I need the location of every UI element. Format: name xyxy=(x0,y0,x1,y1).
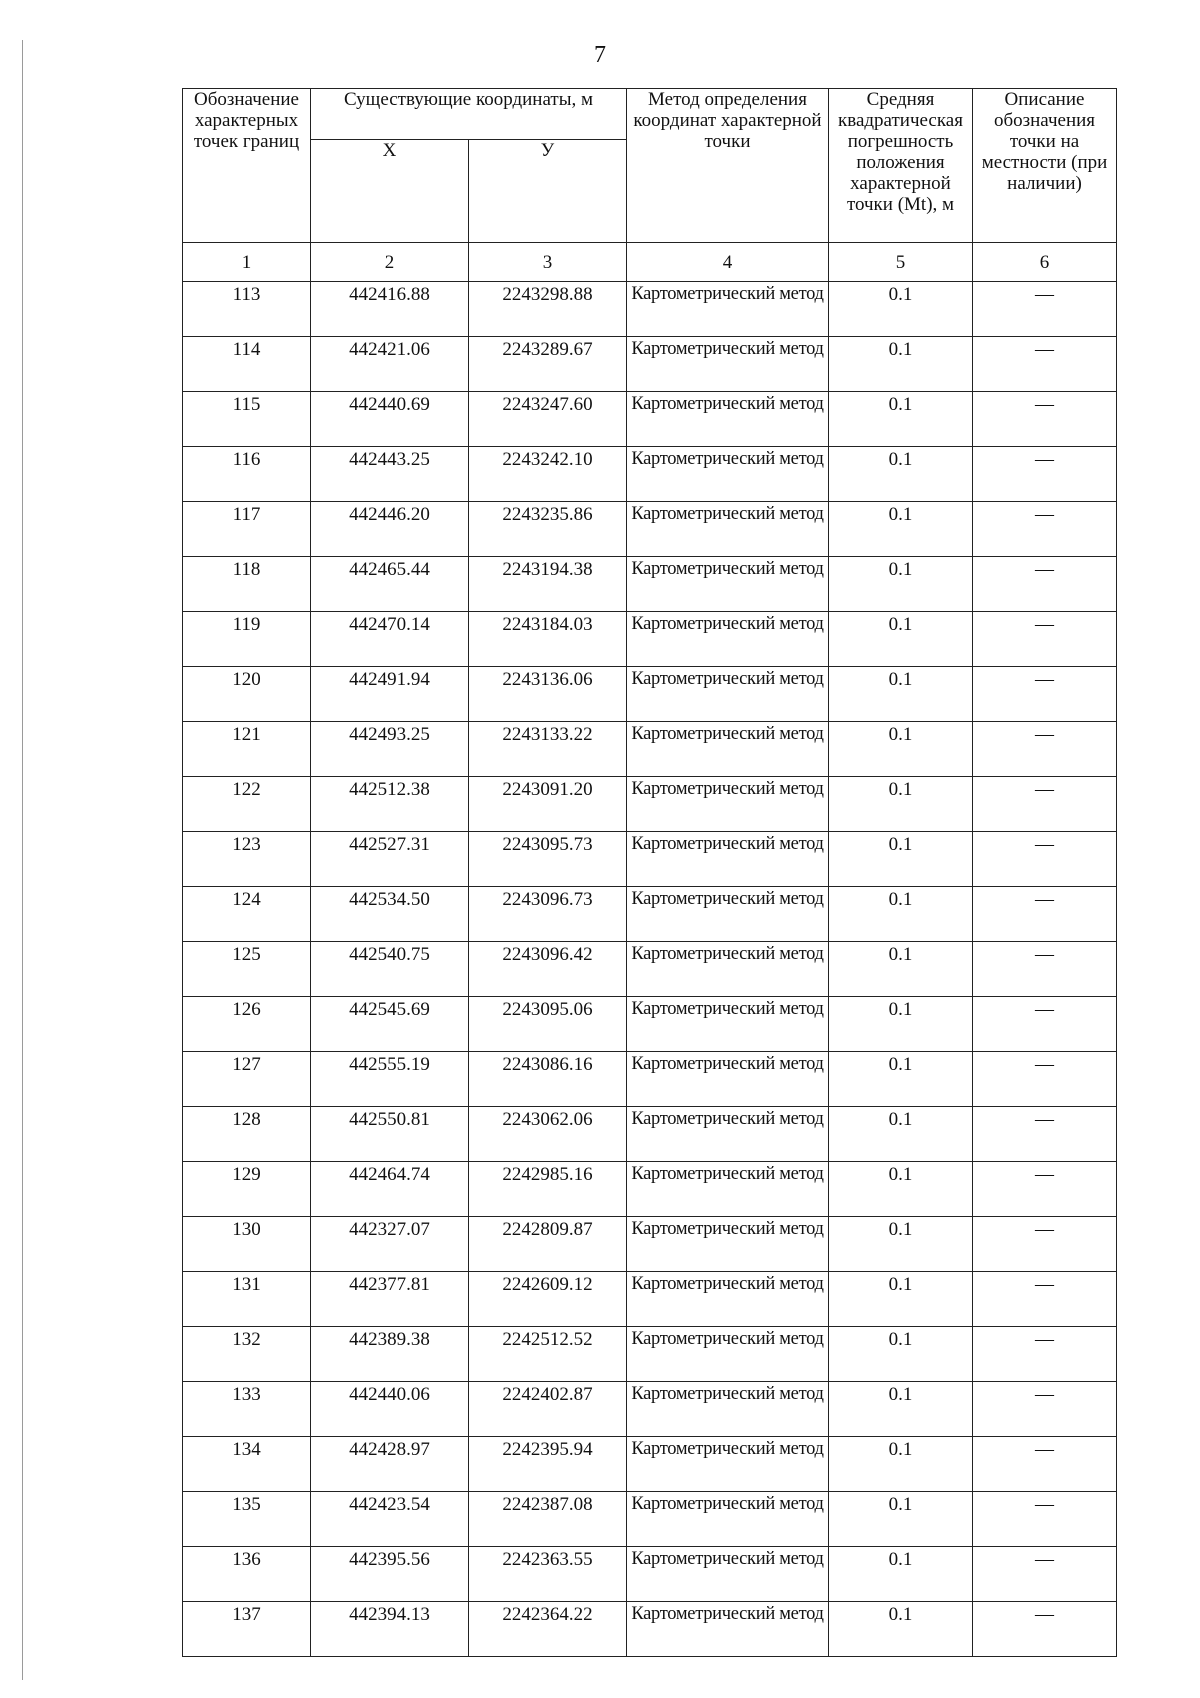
table-row xyxy=(183,832,1117,887)
coordinates-table xyxy=(182,88,1117,1657)
table-row xyxy=(183,722,1117,777)
description-cell: — xyxy=(973,1107,1117,1162)
column-number: 5 xyxy=(829,243,973,282)
point-number-cell: 133 xyxy=(183,1382,311,1437)
table-row xyxy=(183,942,1117,997)
point-number-cell: 118 xyxy=(183,557,311,612)
mean-square-error-cell: 0.1 xyxy=(829,1437,973,1492)
y-coordinate-cell: 2242364.22 xyxy=(469,1602,627,1657)
point-number-cell: 131 xyxy=(183,1272,311,1327)
mean-square-error-cell: 0.1 xyxy=(829,777,973,832)
method-cell: Картометрический метод xyxy=(627,1547,829,1602)
mean-square-error-cell: 0.1 xyxy=(829,942,973,997)
mean-square-error-cell: 0.1 xyxy=(829,1107,973,1162)
x-coordinate-cell: 442395.56 xyxy=(311,1547,469,1602)
y-coordinate-cell: 2243136.06 xyxy=(469,667,627,722)
table-row xyxy=(183,1107,1117,1162)
table-row xyxy=(183,887,1117,942)
method-cell: Картометрический метод xyxy=(627,667,829,722)
description-cell: — xyxy=(973,1217,1117,1272)
y-coordinate-cell: 2242609.12 xyxy=(469,1272,627,1327)
table-row xyxy=(183,1382,1117,1437)
point-number-cell: 115 xyxy=(183,392,311,447)
x-coordinate-cell: 442464.74 xyxy=(311,1162,469,1217)
mean-square-error-cell: 0.1 xyxy=(829,887,973,942)
y-coordinate-cell: 2243298.88 xyxy=(469,282,627,337)
mean-square-error-cell: 0.1 xyxy=(829,1547,973,1602)
mean-square-error-cell: 0.1 xyxy=(829,722,973,777)
mean-square-error-cell: 0.1 xyxy=(829,447,973,502)
method-cell: Картометрический метод xyxy=(627,1107,829,1162)
method-cell: Картометрический метод xyxy=(627,1217,829,1272)
method-cell: Картометрический метод xyxy=(627,447,829,502)
point-number-cell: 126 xyxy=(183,997,311,1052)
table-row xyxy=(183,1547,1117,1602)
point-number-cell: 114 xyxy=(183,337,311,392)
table-row xyxy=(183,1437,1117,1492)
method-cell: Картометрический метод xyxy=(627,1162,829,1217)
y-coordinate-cell: 2243194.38 xyxy=(469,557,627,612)
x-coordinate-cell: 442440.69 xyxy=(311,392,469,447)
method-cell: Картометрический метод xyxy=(627,612,829,667)
method-cell: Картометрический метод xyxy=(627,997,829,1052)
mean-square-error-cell: 0.1 xyxy=(829,337,973,392)
x-coordinate-cell: 442416.88 xyxy=(311,282,469,337)
description-cell: — xyxy=(973,337,1117,392)
y-coordinate-cell: 2243184.03 xyxy=(469,612,627,667)
point-number-cell: 124 xyxy=(183,887,311,942)
y-coordinate-cell: 2242985.16 xyxy=(469,1162,627,1217)
header-mean-square-error: Средняя квадратическая погрешность положения характерной точки (Mt), м xyxy=(829,89,973,243)
y-coordinate-cell: 2243086.16 xyxy=(469,1052,627,1107)
x-coordinate-cell: 442394.13 xyxy=(311,1602,469,1657)
method-cell: Картометрический метод xyxy=(627,832,829,887)
y-coordinate-cell: 2243247.60 xyxy=(469,392,627,447)
table-row xyxy=(183,1602,1117,1657)
point-number-cell: 128 xyxy=(183,1107,311,1162)
description-cell: — xyxy=(973,1162,1117,1217)
description-cell: — xyxy=(973,832,1117,887)
mean-square-error-cell: 0.1 xyxy=(829,557,973,612)
x-coordinate-cell: 442491.94 xyxy=(311,667,469,722)
table-row xyxy=(183,392,1117,447)
point-number-cell: 121 xyxy=(183,722,311,777)
point-number-cell: 132 xyxy=(183,1327,311,1382)
description-cell: — xyxy=(973,1052,1117,1107)
x-coordinate-cell: 442428.97 xyxy=(311,1437,469,1492)
table-row xyxy=(183,557,1117,612)
point-number-cell: 113 xyxy=(183,282,311,337)
description-cell: — xyxy=(973,1382,1117,1437)
method-cell: Картометрический метод xyxy=(627,942,829,997)
x-coordinate-cell: 442440.06 xyxy=(311,1382,469,1437)
mean-square-error-cell: 0.1 xyxy=(829,1492,973,1547)
y-coordinate-cell: 2243091.20 xyxy=(469,777,627,832)
description-cell: — xyxy=(973,1492,1117,1547)
point-number-cell: 120 xyxy=(183,667,311,722)
mean-square-error-cell: 0.1 xyxy=(829,832,973,887)
description-cell: — xyxy=(973,392,1117,447)
column-number: 2 xyxy=(311,243,469,282)
point-number-cell: 136 xyxy=(183,1547,311,1602)
x-coordinate-cell: 442545.69 xyxy=(311,997,469,1052)
method-cell: Картометрический метод xyxy=(627,1602,829,1657)
x-coordinate-cell: 442446.20 xyxy=(311,502,469,557)
table-row xyxy=(183,1272,1117,1327)
mean-square-error-cell: 0.1 xyxy=(829,1217,973,1272)
mean-square-error-cell: 0.1 xyxy=(829,997,973,1052)
description-cell: — xyxy=(973,557,1117,612)
table-row xyxy=(183,612,1117,667)
y-coordinate-cell: 2243133.22 xyxy=(469,722,627,777)
point-number-cell: 123 xyxy=(183,832,311,887)
method-cell: Картометрический метод xyxy=(627,502,829,557)
method-cell: Картометрический метод xyxy=(627,887,829,942)
point-number-cell: 122 xyxy=(183,777,311,832)
point-number-cell: 137 xyxy=(183,1602,311,1657)
column-number: 1 xyxy=(183,243,311,282)
header-existing-coordinates: Существующие координаты, м xyxy=(311,89,627,140)
mean-square-error-cell: 0.1 xyxy=(829,392,973,447)
description-cell: — xyxy=(973,1437,1117,1492)
y-coordinate-cell: 2242809.87 xyxy=(469,1217,627,1272)
x-coordinate-cell: 442377.81 xyxy=(311,1272,469,1327)
x-coordinate-cell: 442327.07 xyxy=(311,1217,469,1272)
method-cell: Картометрический метод xyxy=(627,1052,829,1107)
x-coordinate-cell: 442389.38 xyxy=(311,1327,469,1382)
description-cell: — xyxy=(973,502,1117,557)
y-coordinate-cell: 2243096.73 xyxy=(469,887,627,942)
x-coordinate-cell: 442423.54 xyxy=(311,1492,469,1547)
column-number: 4 xyxy=(627,243,829,282)
x-coordinate-cell: 442534.50 xyxy=(311,887,469,942)
description-cell: — xyxy=(973,942,1117,997)
mean-square-error-cell: 0.1 xyxy=(829,1162,973,1217)
x-coordinate-cell: 442493.25 xyxy=(311,722,469,777)
column-number: 3 xyxy=(469,243,627,282)
description-cell: — xyxy=(973,1272,1117,1327)
y-coordinate-cell: 2242512.52 xyxy=(469,1327,627,1382)
table-row xyxy=(183,337,1117,392)
y-coordinate-cell: 2243095.06 xyxy=(469,997,627,1052)
table-header xyxy=(183,89,1117,282)
description-cell: — xyxy=(973,997,1117,1052)
description-cell: — xyxy=(973,722,1117,777)
description-cell: — xyxy=(973,1327,1117,1382)
mean-square-error-cell: 0.1 xyxy=(829,502,973,557)
y-coordinate-cell: 2242395.94 xyxy=(469,1437,627,1492)
y-coordinate-cell: 2243242.10 xyxy=(469,447,627,502)
description-cell: — xyxy=(973,1547,1117,1602)
y-coordinate-cell: 2242363.55 xyxy=(469,1547,627,1602)
table-row xyxy=(183,777,1117,832)
y-coordinate-cell: 2243062.06 xyxy=(469,1107,627,1162)
method-cell: Картометрический метод xyxy=(627,1437,829,1492)
table-row xyxy=(183,1162,1117,1217)
x-coordinate-cell: 442512.38 xyxy=(311,777,469,832)
method-cell: Картометрический метод xyxy=(627,1327,829,1382)
method-cell: Картометрический метод xyxy=(627,282,829,337)
point-number-cell: 125 xyxy=(183,942,311,997)
point-number-cell: 135 xyxy=(183,1492,311,1547)
description-cell: — xyxy=(973,1602,1117,1657)
x-coordinate-cell: 442540.75 xyxy=(311,942,469,997)
method-cell: Картометрический метод xyxy=(627,1492,829,1547)
point-number-cell: 129 xyxy=(183,1162,311,1217)
point-number-cell: 130 xyxy=(183,1217,311,1272)
y-coordinate-cell: 2243235.86 xyxy=(469,502,627,557)
mean-square-error-cell: 0.1 xyxy=(829,612,973,667)
mean-square-error-cell: 0.1 xyxy=(829,282,973,337)
table-row xyxy=(183,502,1117,557)
table-row xyxy=(183,282,1117,337)
x-coordinate-cell: 442555.19 xyxy=(311,1052,469,1107)
method-cell: Картометрический метод xyxy=(627,557,829,612)
mean-square-error-cell: 0.1 xyxy=(829,1052,973,1107)
page-edge-line xyxy=(22,40,23,1680)
method-cell: Картометрический метод xyxy=(627,392,829,447)
description-cell: — xyxy=(973,612,1117,667)
column-number: 6 xyxy=(973,243,1117,282)
description-cell: — xyxy=(973,887,1117,942)
header-point-designation: Обозначение характерных точек границ xyxy=(183,89,311,243)
x-coordinate-cell: 442421.06 xyxy=(311,337,469,392)
method-cell: Картометрический метод xyxy=(627,777,829,832)
y-coordinate-cell: 2242387.08 xyxy=(469,1492,627,1547)
table-row xyxy=(183,1052,1117,1107)
method-cell: Картометрический метод xyxy=(627,1272,829,1327)
table-row xyxy=(183,667,1117,722)
x-coordinate-cell: 442470.14 xyxy=(311,612,469,667)
y-coordinate-cell: 2243095.73 xyxy=(469,832,627,887)
column-numbers-row xyxy=(183,243,1117,282)
description-cell: — xyxy=(973,447,1117,502)
method-cell: Картометрический метод xyxy=(627,1382,829,1437)
table-body xyxy=(183,282,1117,1657)
table-row xyxy=(183,997,1117,1052)
table-row xyxy=(183,1492,1117,1547)
header-y: У xyxy=(469,140,627,243)
mean-square-error-cell: 0.1 xyxy=(829,1382,973,1437)
header-method: Метод определения координат характерной точки xyxy=(627,89,829,243)
x-coordinate-cell: 442465.44 xyxy=(311,557,469,612)
mean-square-error-cell: 0.1 xyxy=(829,1327,973,1382)
table-row xyxy=(183,447,1117,502)
point-number-cell: 116 xyxy=(183,447,311,502)
header-description: Описание обозначения точки на местности (при наличии) xyxy=(973,89,1117,243)
point-number-cell: 134 xyxy=(183,1437,311,1492)
y-coordinate-cell: 2243096.42 xyxy=(469,942,627,997)
description-cell: — xyxy=(973,667,1117,722)
y-coordinate-cell: 2243289.67 xyxy=(469,337,627,392)
y-coordinate-cell: 2242402.87 xyxy=(469,1382,627,1437)
description-cell: — xyxy=(973,777,1117,832)
table-row xyxy=(183,1217,1117,1272)
table-row xyxy=(183,1327,1117,1382)
point-number-cell: 119 xyxy=(183,612,311,667)
page-number: 7 xyxy=(594,42,606,68)
method-cell: Картометрический метод xyxy=(627,337,829,392)
mean-square-error-cell: 0.1 xyxy=(829,667,973,722)
x-coordinate-cell: 442527.31 xyxy=(311,832,469,887)
mean-square-error-cell: 0.1 xyxy=(829,1272,973,1327)
x-coordinate-cell: 442443.25 xyxy=(311,447,469,502)
point-number-cell: 127 xyxy=(183,1052,311,1107)
mean-square-error-cell: 0.1 xyxy=(829,1602,973,1657)
description-cell: — xyxy=(973,282,1117,337)
header-x: X xyxy=(311,140,469,243)
x-coordinate-cell: 442550.81 xyxy=(311,1107,469,1162)
point-number-cell: 117 xyxy=(183,502,311,557)
method-cell: Картометрический метод xyxy=(627,722,829,777)
